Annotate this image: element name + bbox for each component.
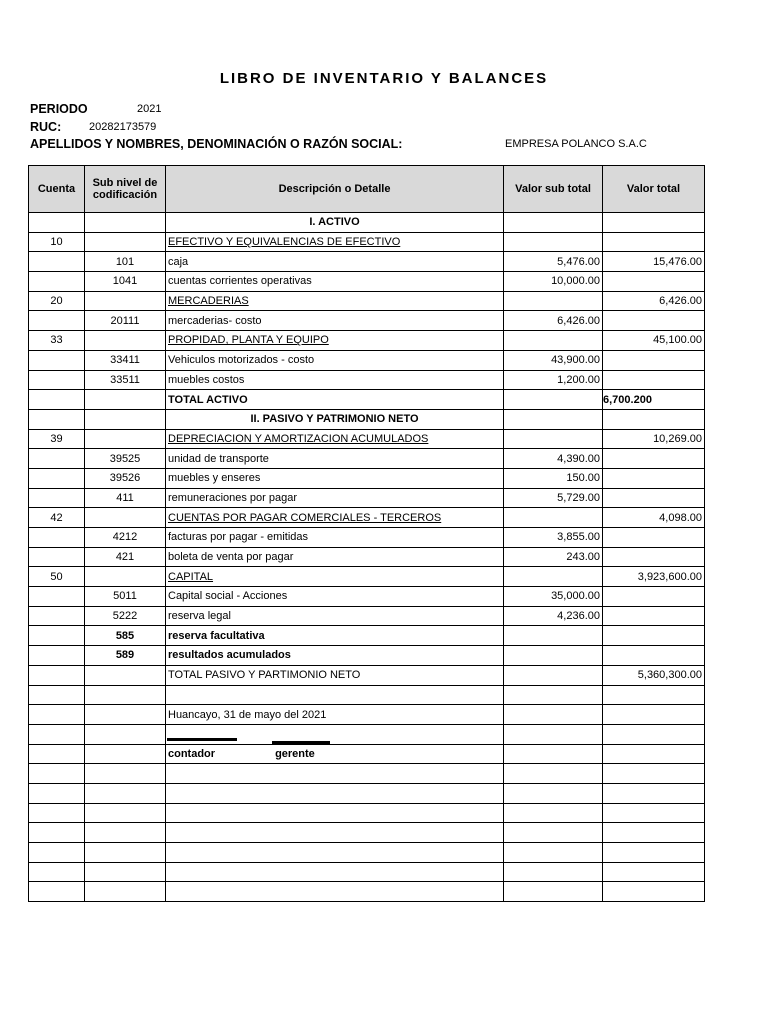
cell-valor-total: 5,360,300.00 [603,665,705,685]
cell-descripcion: I. ACTIVO [166,213,504,233]
table-row [29,843,705,863]
cell-descripcion: Vehiculos motorizados - costo [166,350,504,370]
cell-cuenta [29,646,85,666]
cell-valor-total [603,882,705,902]
cell-subnivel [85,291,166,311]
table-row [29,528,705,548]
cell-valor-subtotal [504,232,603,252]
cell-descripcion [166,724,504,744]
cell-subnivel: 589 [85,646,166,666]
cell-valor-subtotal [504,213,603,233]
cell-valor-total [603,626,705,646]
header-subnivel-line1: Sub nivel de [92,177,158,189]
cell-valor-total [603,843,705,863]
razon-social-value: EMPRESA POLANCO S.A.C [505,138,647,150]
cell-cuenta [29,724,85,744]
cell-descripcion: boleta de venta por pagar [166,547,504,567]
header-subnivel [85,166,166,213]
table-row [29,488,705,508]
cell-valor-total [603,862,705,882]
cell-valor-subtotal [504,291,603,311]
cell-cuenta [29,252,85,272]
cell-subnivel [85,764,166,784]
cell-subnivel: 5011 [85,587,166,607]
cell-cuenta [29,547,85,567]
cell-cuenta: 50 [29,567,85,587]
signature-gerente-label: gerente [275,747,315,760]
cell-valor-subtotal [504,665,603,685]
table-row [29,823,705,843]
cell-valor-total [603,213,705,233]
signature-contador-label: contador [168,747,216,760]
table-row [29,390,705,410]
cell-valor-subtotal: 4,236.00 [504,606,603,626]
table-row [29,508,705,528]
cell-descripcion: reserva legal [166,606,504,626]
cell-valor-subtotal [504,705,603,725]
table-row [29,724,705,744]
header-valor-total: Valor total [603,166,705,213]
cell-cuenta [29,587,85,607]
cell-descripcion: caja [166,252,504,272]
cell-valor-total [603,724,705,744]
cell-valor-subtotal [504,331,603,351]
cell-valor-total [603,685,705,705]
table-row [29,665,705,685]
cell-subnivel [85,331,166,351]
table-row [29,567,705,587]
cell-subnivel [85,429,166,449]
cell-cuenta [29,783,85,803]
cell-descripcion: EFECTIVO Y EQUIVALENCIAS DE EFECTIVO [166,232,504,252]
cell-subnivel: 4212 [85,528,166,548]
table-row [29,252,705,272]
cell-valor-total [603,646,705,666]
cell-descripcion: II. PASIVO Y PATRIMONIO NETO [166,409,504,429]
cell-valor-total [603,587,705,607]
cell-valor-subtotal [504,685,603,705]
table-row [29,331,705,351]
cell-descripcion [166,823,504,843]
table-row [29,350,705,370]
cell-subnivel [85,705,166,725]
cell-cuenta [29,468,85,488]
table-row [29,606,705,626]
cell-subnivel [85,567,166,587]
cell-descripcion [166,783,504,803]
periodo-value: 2021 [137,103,162,115]
cell-valor-total [603,370,705,390]
cell-valor-subtotal: 10,000.00 [504,272,603,292]
table-row [29,587,705,607]
table-row [29,291,705,311]
cell-descripcion: PROPIDAD, PLANTA Y EQUIPO [166,331,504,351]
cell-valor-total: 15,476.00 [603,252,705,272]
razon-social-label: APELLIDOS Y NOMBRES, DENOMINACIÓN O RAZÓN SOCIAL: [30,137,403,151]
cell-subnivel: 39526 [85,468,166,488]
cell-valor-subtotal [504,882,603,902]
cell-valor-total [603,823,705,843]
cell-subnivel: 5222 [85,606,166,626]
header-subnivel-line2: codificación [92,189,158,201]
cell-descripcion: Huancayo, 31 de mayo del 2021 [166,705,504,725]
cell-cuenta [29,370,85,390]
table-row [29,646,705,666]
cell-cuenta [29,685,85,705]
cell-valor-total [603,350,705,370]
table-row [29,705,705,725]
inventory-balance-table [28,165,705,902]
cell-descripcion: muebles y enseres [166,468,504,488]
cell-valor-total [603,468,705,488]
cell-cuenta [29,606,85,626]
table-body [29,213,705,902]
cell-valor-subtotal [504,567,603,587]
cell-valor-subtotal [504,803,603,823]
cell-valor-subtotal [504,724,603,744]
signature-line-contador [167,738,237,741]
cell-valor-subtotal: 150.00 [504,468,603,488]
table-row [29,311,705,331]
cell-valor-total [603,744,705,764]
cell-cuenta: 10 [29,232,85,252]
cell-subnivel [85,783,166,803]
cell-descripcion: reserva facultativa [166,626,504,646]
table-row [29,685,705,705]
cell-subnivel: 411 [85,488,166,508]
cell-valor-subtotal: 243.00 [504,547,603,567]
cell-cuenta [29,350,85,370]
cell-cuenta [29,705,85,725]
cell-cuenta: 20 [29,291,85,311]
cell-valor-subtotal [504,862,603,882]
cell-valor-subtotal [504,823,603,843]
table-row [29,882,705,902]
table-row [29,803,705,823]
cell-subnivel [85,409,166,429]
cell-descripcion: MERCADERIAS [166,291,504,311]
cell-valor-subtotal: 6,426.00 [504,311,603,331]
cell-descripcion [166,862,504,882]
signature-line-gerente [272,741,330,744]
cell-cuenta [29,862,85,882]
cell-cuenta [29,665,85,685]
cell-cuenta [29,843,85,863]
cell-subnivel [85,823,166,843]
cell-subnivel: 33511 [85,370,166,390]
cell-cuenta [29,311,85,331]
cell-descripcion: TOTAL ACTIVO [166,390,504,410]
cell-valor-subtotal [504,744,603,764]
cell-descripcion: CAPITAL [166,567,504,587]
table-row [29,370,705,390]
cell-descripcion: DEPRECIACION Y AMORTIZACION ACUMULADOS [166,429,504,449]
cell-subnivel [85,213,166,233]
header-cuenta: Cuenta [29,166,85,213]
cell-cuenta [29,449,85,469]
cell-valor-total [603,764,705,784]
cell-subnivel: 1041 [85,272,166,292]
table-row [29,862,705,882]
cell-cuenta [29,528,85,548]
cell-valor-total [603,272,705,292]
cell-valor-total [603,783,705,803]
cell-descripcion [166,744,504,764]
cell-subnivel [85,744,166,764]
cell-subnivel [85,862,166,882]
cell-subnivel [85,724,166,744]
cell-valor-total: 3,923,600.00 [603,567,705,587]
table-row [29,429,705,449]
table-row [29,232,705,252]
cell-descripcion: remuneraciones por pagar [166,488,504,508]
cell-subnivel [85,390,166,410]
table-row [29,547,705,567]
cell-cuenta: 33 [29,331,85,351]
cell-subnivel [85,882,166,902]
cell-valor-subtotal [504,764,603,784]
cell-valor-total: 4,098.00 [603,508,705,528]
cell-valor-total [603,311,705,331]
table-header-row [29,166,705,213]
table-row [29,272,705,292]
cell-valor-subtotal: 5,729.00 [504,488,603,508]
cell-subnivel: 20111 [85,311,166,331]
cell-valor-subtotal [504,626,603,646]
periodo-label: PERIODO [30,102,88,116]
cell-valor-total [603,803,705,823]
cell-subnivel [85,803,166,823]
cell-subnivel [85,232,166,252]
cell-cuenta [29,803,85,823]
cell-valor-total: 10,269.00 [603,429,705,449]
cell-valor-subtotal: 4,390.00 [504,449,603,469]
cell-valor-subtotal [504,429,603,449]
cell-descripcion: Capital social - Acciones [166,587,504,607]
cell-valor-subtotal: 43,900.00 [504,350,603,370]
cell-cuenta [29,823,85,843]
cell-descripcion [166,843,504,863]
cell-cuenta: 39 [29,429,85,449]
cell-descripcion: mercaderias- costo [166,311,504,331]
cell-valor-subtotal [504,409,603,429]
cell-cuenta [29,744,85,764]
cell-subnivel: 39525 [85,449,166,469]
table-row [29,626,705,646]
cell-valor-total: 45,100.00 [603,331,705,351]
cell-valor-subtotal: 1,200.00 [504,370,603,390]
cell-valor-subtotal [504,390,603,410]
table-row [29,449,705,469]
cell-cuenta: 42 [29,508,85,528]
cell-valor-total [603,232,705,252]
cell-descripcion: muebles costos [166,370,504,390]
cell-descripcion: TOTAL PASIVO Y PARTIMONIO NETO [166,665,504,685]
cell-valor-subtotal: 35,000.00 [504,587,603,607]
cell-valor-subtotal: 5,476.00 [504,252,603,272]
cell-valor-total [603,528,705,548]
cell-subnivel: 585 [85,626,166,646]
table-row [29,783,705,803]
cell-descripcion [166,685,504,705]
cell-subnivel [85,665,166,685]
cell-valor-total [603,449,705,469]
cell-descripcion: facturas por pagar - emitidas [166,528,504,548]
cell-cuenta [29,626,85,646]
document-title: LIBRO DE INVENTARIO Y BALANCES [219,70,549,87]
cell-cuenta [29,488,85,508]
cell-cuenta [29,272,85,292]
cell-descripcion: cuentas corrientes operativas [166,272,504,292]
cell-cuenta [29,390,85,410]
cell-descripcion: resultados acumulados [166,646,504,666]
cell-descripcion: unidad de transporte [166,449,504,469]
table-row [29,468,705,488]
cell-valor-total [603,547,705,567]
ruc-label: RUC: [30,120,62,134]
cell-cuenta [29,213,85,233]
cell-cuenta [29,764,85,784]
cell-cuenta [29,409,85,429]
cell-descripcion [166,882,504,902]
ruc-value: 20282173579 [89,121,157,133]
cell-descripcion: CUENTAS POR PAGAR COMERCIALES - TERCEROS [166,508,504,528]
cell-valor-total [603,705,705,725]
cell-subnivel: 421 [85,547,166,567]
cell-descripcion [166,764,504,784]
cell-valor-total: 6,700.200 [603,390,705,410]
table-row [29,744,705,764]
cell-subnivel: 33411 [85,350,166,370]
cell-descripcion [166,803,504,823]
cell-valor-subtotal [504,646,603,666]
cell-valor-total [603,488,705,508]
cell-valor-total [603,409,705,429]
cell-subnivel [85,843,166,863]
cell-subnivel [85,508,166,528]
table-row [29,764,705,784]
table-row [29,213,705,233]
cell-valor-total: 6,426.00 [603,291,705,311]
cell-valor-subtotal: 3,855.00 [504,528,603,548]
table-row [29,409,705,429]
cell-subnivel: 101 [85,252,166,272]
cell-valor-subtotal [504,508,603,528]
cell-valor-total [603,606,705,626]
header-valor-subtotal: Valor sub total [504,166,603,213]
cell-subnivel [85,685,166,705]
header-descripcion: Descripción o Detalle [166,166,504,213]
cell-valor-subtotal [504,843,603,863]
cell-cuenta [29,882,85,902]
cell-valor-subtotal [504,783,603,803]
